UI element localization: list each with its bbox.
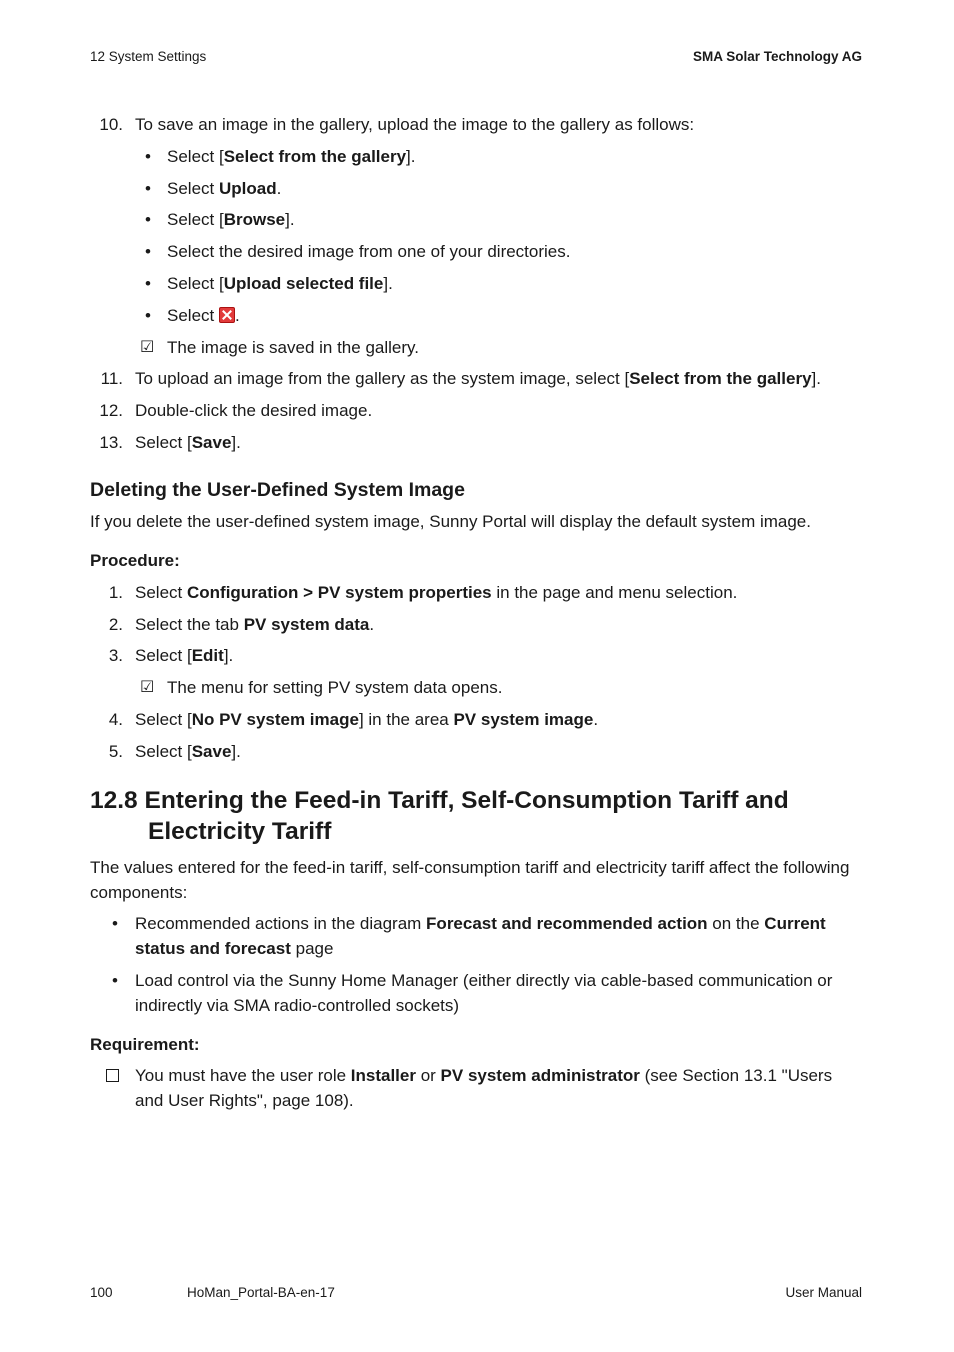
step-text: Select [Save]. <box>135 433 241 452</box>
checkbox-empty-icon <box>106 1069 119 1082</box>
requirement-label: Requirement: <box>90 1035 200 1054</box>
close-red-x-icon <box>219 307 235 323</box>
document-type: User Manual <box>785 1285 862 1300</box>
step-text: Select Configuration > PV system properties in the page and menu selection. <box>135 583 738 602</box>
substep-text: Select Upload. <box>167 179 282 198</box>
substep-text: Select . <box>167 306 240 325</box>
bullet: • <box>145 147 151 166</box>
step-text: Select [No PV system image] in the area PV system image. <box>135 710 599 729</box>
section-heading: Deleting the User-Defined System Image <box>90 479 465 501</box>
list-item-text: Recommended actions in the diagram Forecast and recommended action on the Current <box>135 914 826 933</box>
section-intro: If you delete the user-defined system image, Sunny Portal will display the default system image. <box>90 512 811 531</box>
section-intro: The values entered for the feed-in tariff, self-consumption tariff and electricity tariff affect the following <box>90 858 850 877</box>
result-text: The image is saved in the gallery. <box>167 338 419 357</box>
bullet: • <box>112 914 118 933</box>
list-item-text-continued: status and forecast page <box>135 939 334 958</box>
list-item-text-continued: indirectly via SMA radio-controlled sockets) <box>135 996 460 1015</box>
step-number: 12. <box>99 401 123 420</box>
running-header-company: SMA Solar Technology AG <box>692 49 862 64</box>
checkbox-checked-icon: ☑ <box>140 337 155 356</box>
checkbox-checked-icon: ☑ <box>140 677 155 696</box>
document-id: HoMan_Portal-BA-en-17 <box>187 1285 335 1300</box>
bullet: • <box>145 306 151 325</box>
substep-text: Select [Browse]. <box>167 210 295 229</box>
requirement-text: You must have the user role Installer or PV system administrator (see Section 13.1 "Users <box>135 1066 833 1085</box>
step-number: 5. <box>108 742 123 761</box>
step-text: Select [Edit]. <box>135 646 234 665</box>
step-number: 13. <box>99 433 123 452</box>
page-number: 100 <box>90 1285 113 1300</box>
step-text: Select [Save]. <box>135 742 241 761</box>
section-intro-continued: components: <box>90 883 188 902</box>
bullet: • <box>145 274 151 293</box>
bullet: • <box>112 971 118 990</box>
result-text: The menu for setting PV system data opens. <box>167 678 503 697</box>
bullet: • <box>145 210 151 229</box>
procedure-label: Procedure: <box>90 551 180 570</box>
substep-text: Select [Upload selected file]. <box>167 274 393 293</box>
step-text: Select the tab PV system data. <box>135 615 375 634</box>
step-number: 11. <box>100 369 123 388</box>
step-number: 4. <box>108 710 123 729</box>
substep-text: Select [Select from the gallery]. <box>167 147 416 166</box>
running-header-chapter: 12 System Settings <box>90 49 207 64</box>
step-number: 1. <box>108 583 123 602</box>
bullet: • <box>145 242 151 261</box>
step-number: 10. <box>99 115 123 134</box>
step-text: Double-click the desired image. <box>135 401 373 420</box>
step-number: 3. <box>108 646 123 665</box>
step-text: To upload an image from the gallery as the system image, select [Select from the gallery]. <box>135 369 821 388</box>
bullet: • <box>145 179 151 198</box>
list-item-text: Load control via the Sunny Home Manager (either directly via cable-based communication or <box>135 971 833 990</box>
section-title-continued: Electricity Tariff <box>148 818 332 845</box>
step-text: To save an image in the gallery, upload the image to the gallery as follows: <box>135 115 695 134</box>
step-number: 2. <box>108 615 123 634</box>
substep-text: Select the desired image from one of your directories. <box>167 242 571 261</box>
requirement-text-continued: and User Rights", page 108). <box>135 1091 354 1110</box>
section-title: 12.8 Entering the Feed-in Tariff, Self-Consumption Tariff and <box>90 787 789 814</box>
